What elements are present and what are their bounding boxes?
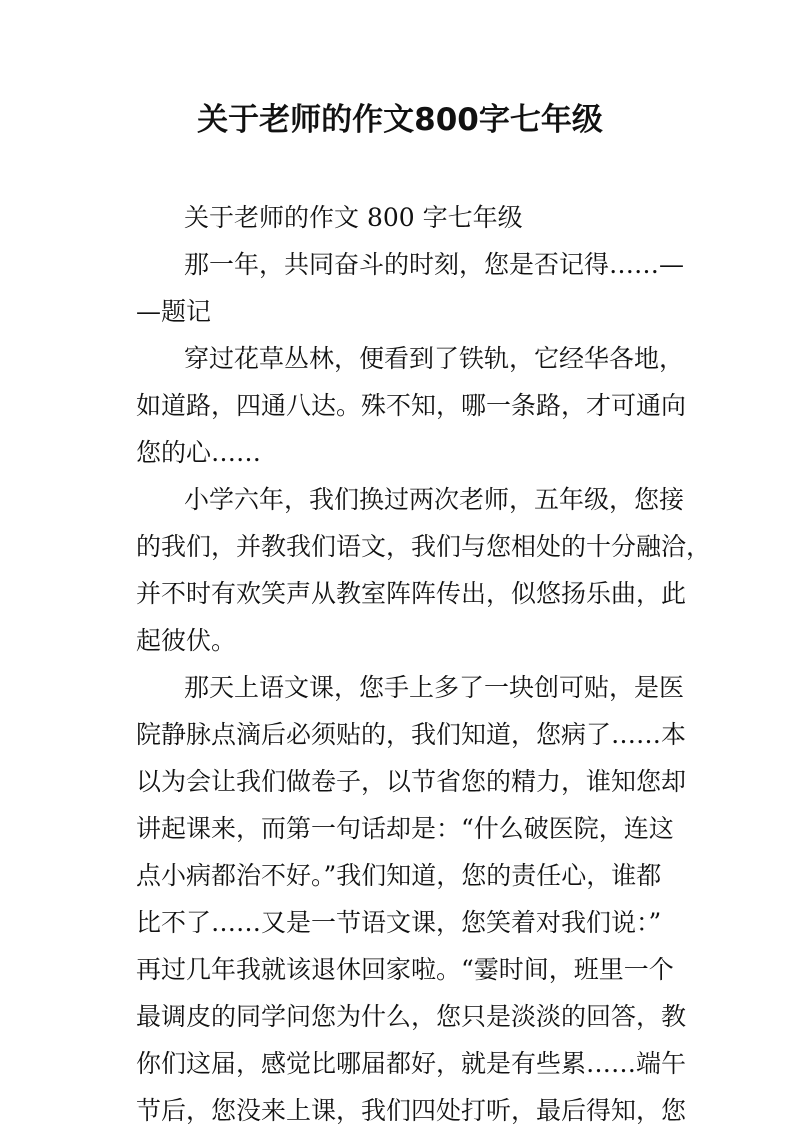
text-line: 你们这届，感觉比哪届都好，就是有些累……端午 [136, 1049, 687, 1078]
text-line: 并不时有欢笑声从教室阵阵传出，似悠扬乐曲，此 [136, 579, 687, 608]
document-title: 关于老师的作文800字七年级 [197, 102, 603, 138]
text-line: 的我们，并教我们语文，我们与您相处的十分融洽， [136, 532, 712, 561]
text-line: 关于老师的作文 800 字七年级 [184, 203, 523, 232]
document-body [136, 194, 712, 1134]
text-line: 您的心…… [136, 438, 262, 467]
text-line: 再过几年我就该退休回家啦。“霎时间，班里一个 [136, 955, 674, 984]
text-line: 院静脉点滴后必须贴的，我们知道，您病了……本 [136, 720, 687, 749]
text-line: 点小病都治不好。”我们知道，您的责任心，谁都 [136, 861, 662, 890]
text-line: 穿过花草丛林，便看到了铁轨，它经华各地， [184, 344, 685, 373]
text-line: —题记 [136, 297, 212, 326]
text-line: 起彼伏。 [136, 626, 237, 655]
text-line: 节后，您没来上课，我们四处打听，最后得知，您 [136, 1096, 687, 1125]
text-line: 比不了……又是一节语文课，您笑着对我们说：” [136, 908, 662, 937]
text-line: 如道路，四通八达。殊不知，哪一条路，才可通向 [136, 391, 687, 420]
text-line: 最调皮的同学问您为什么，您只是淡淡的回答，教 [136, 1002, 687, 1031]
text-line: 那天上语文课，您手上多了一块创可贴，是医 [184, 673, 685, 702]
text-line: 那一年，共同奋斗的时刻，您是否记得……— [184, 250, 685, 279]
text-line: 以为会让我们做卷子，以节省您的精力，谁知您却 [136, 767, 687, 796]
text-line: 小学六年，我们换过两次老师，五年级，您接 [184, 485, 685, 514]
text-line: 讲起课来，而第一句话却是：“什么破医院，连这 [136, 814, 674, 843]
